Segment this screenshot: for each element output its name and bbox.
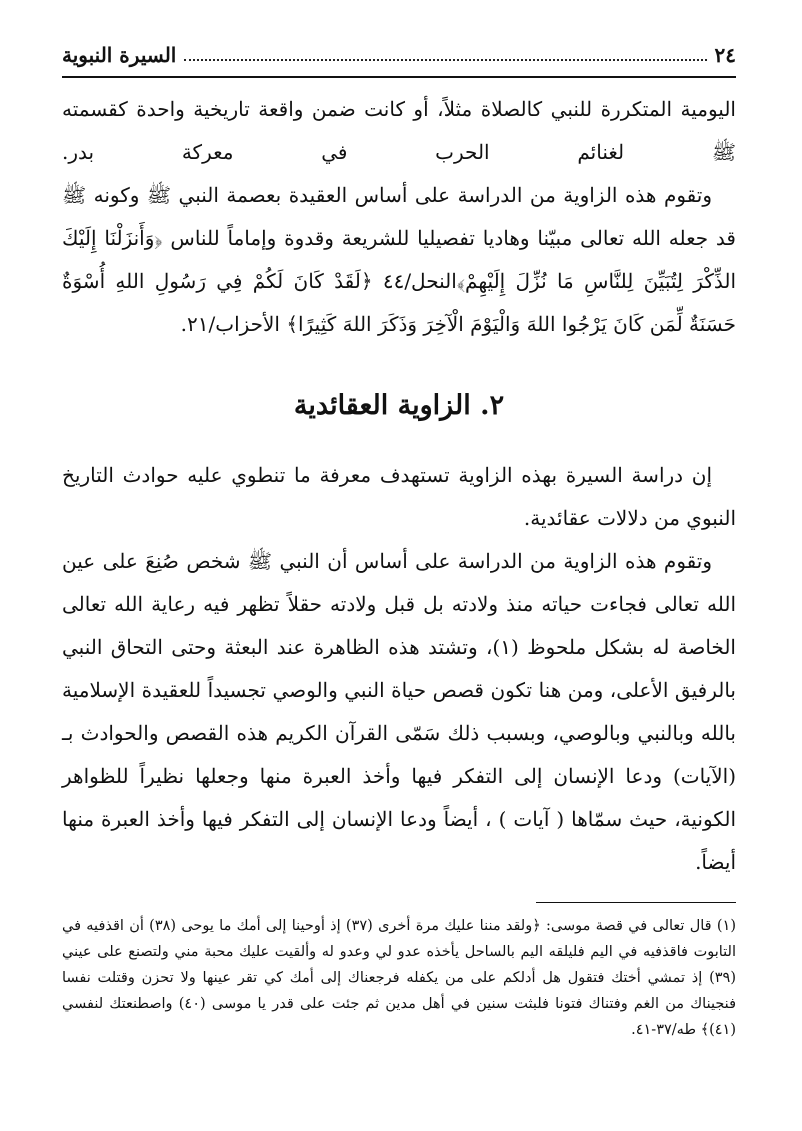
section-title: ٢. الزاوية العقائدية bbox=[293, 390, 505, 421]
continued-paragraph: اليومية المتكررة للنبي كالصلاة مثلاً، أو كانت ضمن واقعة تاريخية واحدة كقسمته ﷺ لغنائم الحرب في معركة بدر. bbox=[62, 97, 736, 164]
header-rule bbox=[62, 76, 736, 78]
page-body bbox=[62, 88, 736, 1043]
paragraph-infallibility: وتقوم هذه الزاوية من الدراسة على أساس العقيدة بعصمة النبي ﷺ وكونه ﷺ قد جعله الله تعالى مبيّنا وهاديا تفصيليا للشريعة وقدوة وإماماً للناس ﴿وَأَنزَلْنَا إِلَيْكَ الذِّكْرَ لِتُبَيِّنَ لِلنَّاسِ مَا نُزِّلَ إِلَيْهِمْ﴾النحل/٤٤ ﴿لَقَدْ كَانَ لَكُمْ فِي رَسُولِ اللهِ أُسْوَةٌ حَسَنَةٌ لِّمَن كَانَ يَرْجُوا اللهَ وَالْيَوْمَ الْآخِرَ وَذَكَرَ اللهَ كَثِيرًا﴾ الأحزاب/٢١. bbox=[62, 183, 736, 336]
footnote-rule bbox=[536, 902, 736, 903]
page-number: ٢٤ bbox=[714, 43, 736, 67]
section-intro-paragraph: إن دراسة السيرة بهذه الزاوية تستهدف معرفة ما تنطوي عليه حوادث التاريخ النبوي من دلالات عقائدية. bbox=[62, 463, 736, 530]
footnote: (١) قال تعالى في قصة موسى: ﴿ولقد مننا عليك مرة أخرى (٣٧) إذ أوحينا إلى أمك ما يوحى (٣٨) أن اقذفيه في التابوت فاقذفيه في اليم فليلقه اليم بالساحل يأخذه عدو لي وعدو له وألقيت عليك محبة مني ولتصنع على عيني (٣٩) إذ تمشي أختك فتقول هل أدلكم على من يكفله فرجعناك إلى أمك كي تقر عينها ولا تحزن وقتلت نفسا فنجيناك من الغم وفتناك فتونا فلبثت سنين في أهل مدين ثم جئت على قدر يا موسى (٤٠) واصطنعتك لنفسي (٤١)﴾ طه/٣٧-٤١. bbox=[62, 918, 736, 1038]
running-header bbox=[62, 40, 736, 70]
dotted-leader bbox=[184, 59, 706, 61]
running-title: السيرة النبوية bbox=[62, 43, 177, 67]
section-body-paragraph: وتقوم هذه الزاوية من الدراسة على أساس أن النبي ﷺ شخص صُنِعَ على عين الله تعالى فجاءت حياته منذ ولادته بل قبل ولادته حقلاً تظهر فيه رعاية الله تعالى الخاصة له بشكل ملحوظ (١)، وتشتد هذه الظاهرة عند البعثة وحتى التحاق النبي بالرفيق الأعلى، ومن هنا تكون قصص حياة النبي والوصي تجسيداً للعقيدة الإسلامية بالله وبالنبي وبالوصي، وبسبب ذلك سَمّى القرآن الكريم هذه القصص والحوادث بـ (الآيات) ودعا الإنسان إلى التفكر فيها وأخذ العبرة منها وجعلها نظيراً للظواهر الكونية، حيث سمّاها ( آيات ) ، أيضاً ودعا الإنسان إلى التفكر فيها وأخذ العبرة منها أيضاً. bbox=[62, 549, 736, 874]
